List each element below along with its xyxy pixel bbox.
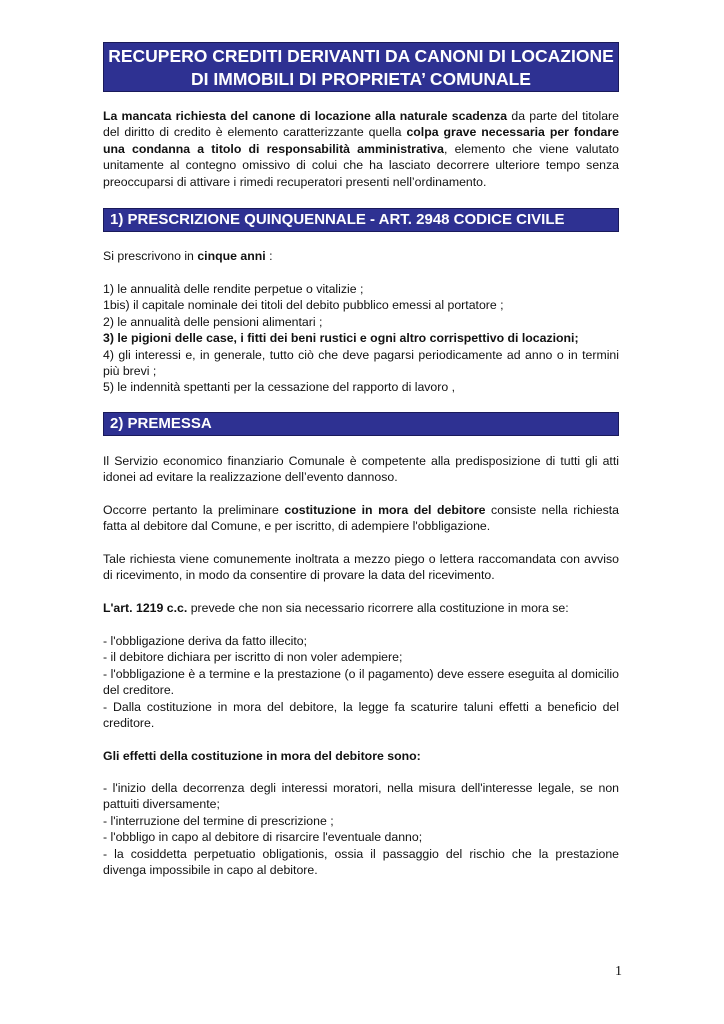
list-item: 1) le annualità delle rendite perpetue o vitalizie ; [103,282,364,296]
list-item: 1bis) il capitale nominale dei titoli del debito pubblico emessi al portatore ; [103,298,504,313]
prescrizione-lead [103,248,619,264]
title-line-2: DI IMMOBILI DI PROPRIETA’ COMUNALE [191,69,531,89]
effects-heading [103,748,619,764]
intro-text-2: , elemento che viene valutato unitamente al contegno omissivo di colui che ha lasciato decorrere ulteriore tempo senza preoccuparsi di attivare i rimedi recuperatori presenti nell’ordinamento. [103,141,619,189]
premessa-paragraph-2 [103,502,619,535]
intro-text-1: da parte del titolare del diritto di credito è elemento caratterizzante quella [103,109,619,140]
p4-text: prevede che non sia necessario ricorrere alla costituzione in mora se: [187,601,569,615]
list-item: 5) le indennità spettanti per la cessazione del rapporto di lavoro , [103,380,456,395]
lead-text: Si prescrivono in [103,249,198,263]
effects-list [103,780,619,878]
premessa-paragraph-3: Tale richiesta viene comunemente inoltrata a mezzo piego o lettera raccomandata con avviso di ricevimento, in modo da consentire di provare la data del ricevimento. [103,552,619,583]
list-item: 2) le annualità delle pensioni alimentari ; [103,314,323,329]
art-1219-ref: L'art. 1219 c.c. [103,601,188,615]
list-item: - l'obbligazione deriva da fatto illecito; [103,634,307,648]
list-item: - il debitore dichiara per iscritto di non voler adempiere; [103,650,403,665]
title-line-1: RECUPERO CREDITI DERIVANTI DA CANONI DI LOCAZIONE [108,46,614,66]
list-item: 3) le pigioni delle case, i fitti dei beni rustici e ogni altro corrispettivo di locazioni; [103,331,579,346]
list-item: - la cosiddetta perpetuatio obligationis, ossia il passaggio del rischio che la prestazione divenga impossibile in capo al debitore. [103,846,619,878]
page-number: 1 [615,964,622,979]
p2-text-c: consiste nella richiesta fatta al debitore dal Comune, e per iscritto, di adempiere l'obbligazione. [103,503,619,534]
document-title [103,42,619,92]
list-item: - l'obbligazione è a termine e la prestazione (o il pagamento) deve essere eseguita al domicilio del creditore. [103,666,619,698]
intro-bold-1: La mancata richiesta del canone di locazione alla naturale scadenza [103,109,508,123]
lead-end: : [265,249,273,263]
section-heading-prescrizione: 1) PRESCRIZIONE QUINQUENNALE - ART. 2948 CODICE CIVILE [103,208,619,232]
p2-bold: costituzione in mora del debitore [284,503,486,517]
premessa-paragraph-1: Il Servizio economico finanziario Comunale è competente alla predisposizione di tutti gli atti idonei ad evitare la realizzazione dell’evento dannoso. [103,454,619,485]
section-heading-premessa: 2) PREMESSA [103,412,619,436]
lead-bold: cinque anni [197,249,266,263]
premessa-paragraph-4 [103,600,619,616]
list-item: - l'inizio della decorrenza degli interessi moratori, nella misura dell'interesse legale, se non pattuiti diversamente; [103,781,619,812]
list-item: - l'interruzione del termine di prescrizione ; [103,813,334,828]
intro-paragraph [103,108,619,190]
p2-text-a: Occorre pertanto la preliminare [103,503,285,517]
list-item: 4) gli interessi e, in generale, tutto ciò che deve pagarsi periodicamente ad anno o in termini più brevi ; [103,347,619,378]
prescrizione-list [103,281,619,396]
effects-heading-text: Gli effetti della costituzione in mora del debitore sono: [103,749,421,763]
mora-exceptions-list [103,633,619,731]
list-item: - Dalla costituzione in mora del debitore, la legge fa scaturire taluni effetti a beneficio del creditore. [103,699,619,731]
list-item: - l'obbligo in capo al debitore di risarcire l'eventuale danno; [103,830,423,845]
intro-bold-2: colpa grave necessaria per fondare una condanna a titolo di responsabilità amministrativa [103,125,619,156]
